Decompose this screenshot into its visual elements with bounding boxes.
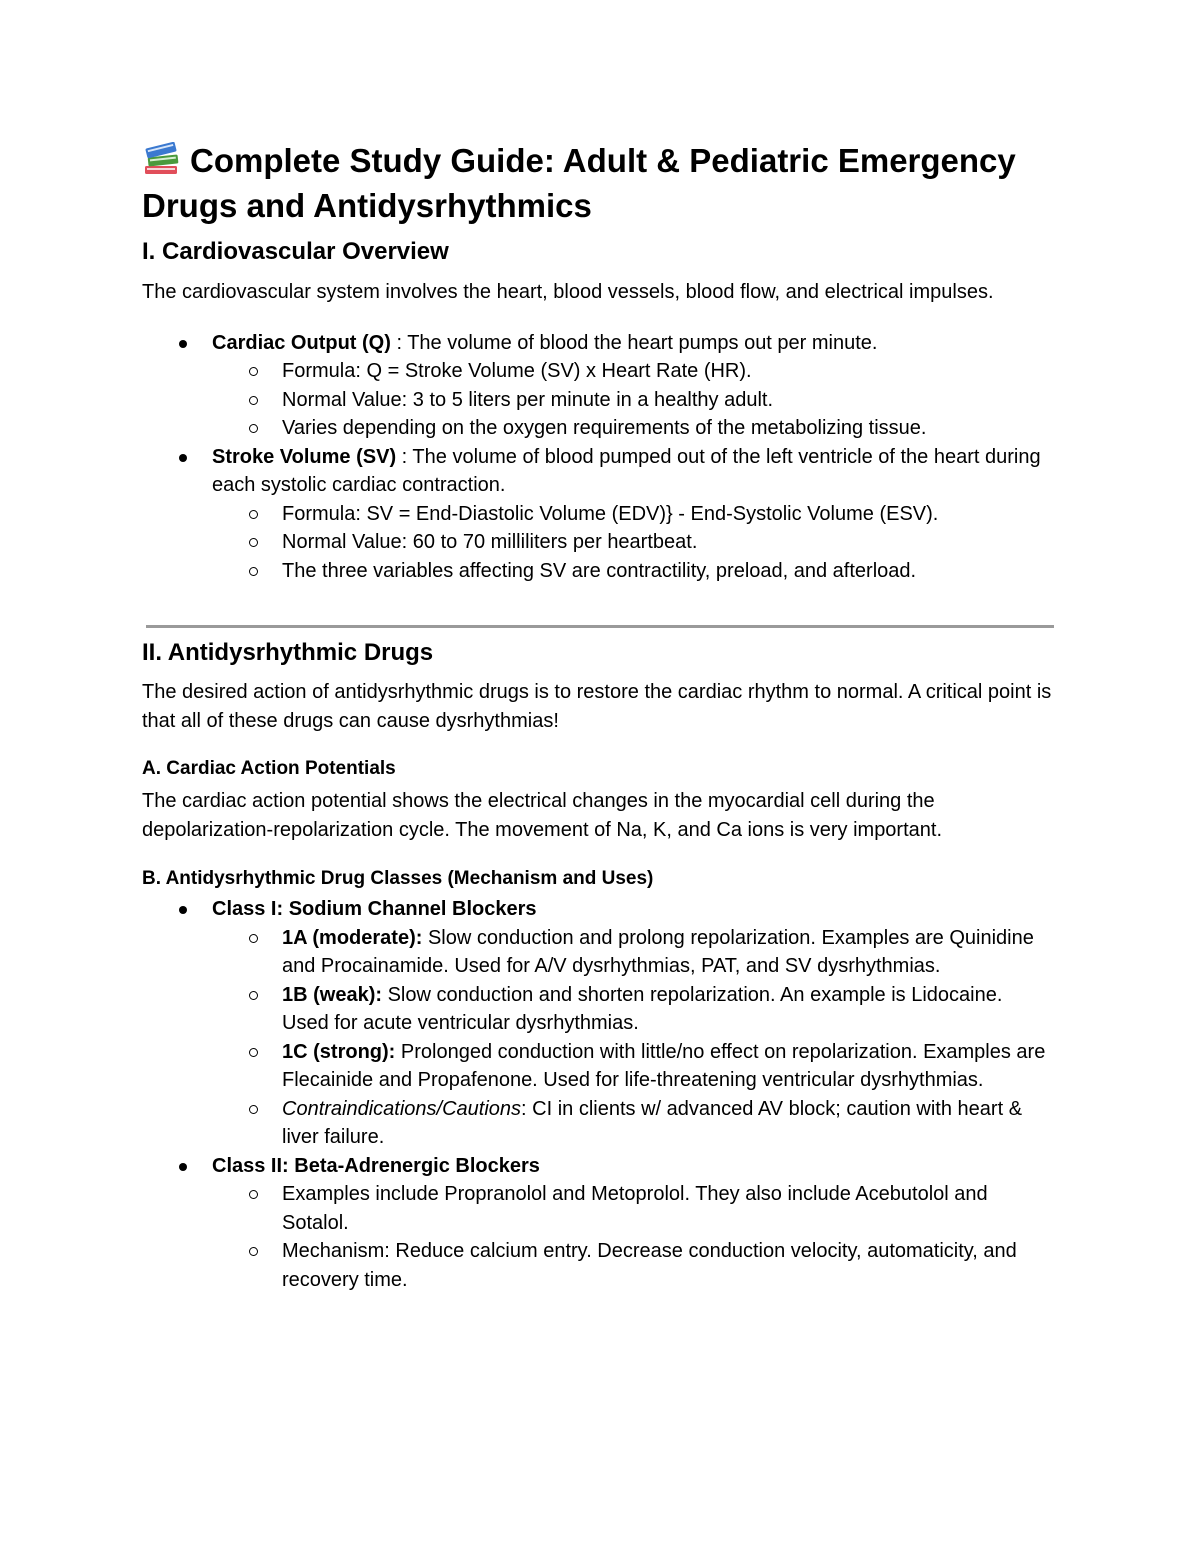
list-item-text: Normal Value: 3 to 5 liters per minute in a healthy adult. <box>282 388 773 411</box>
definition-cardiac-output: : The volume of blood the heart pumps out per minute. <box>390 331 878 354</box>
bullet-icon <box>179 340 187 348</box>
circle-bullet-icon <box>249 1048 258 1057</box>
circle-bullet-icon <box>249 1190 258 1199</box>
term-stroke-volume: Stroke Volume (SV) <box>212 445 397 468</box>
list-item <box>142 1152 1052 1295</box>
list-item <box>142 443 1062 586</box>
list-item <box>142 1038 1052 1095</box>
section-heading-cardiovascular: I. Cardiovascular Overview <box>142 238 449 265</box>
list-item <box>142 1095 1052 1152</box>
bullet-icon <box>179 1163 187 1171</box>
subsection-heading-drug-classes: B. Antidysrhythmic Drug Classes (Mechanism and Uses) <box>142 868 654 889</box>
section-intro-antidysrhythmic: The desired action of antidysrhythmic drugs is to restore the cardiac rhythm to normal. A critical point is that all of these drugs can cause dysrhythmias! <box>142 681 1052 732</box>
section-heading-antidysrhythmic: II. Antidysrhythmic Drugs <box>142 639 434 666</box>
subsection-heading-action-potentials: A. Cardiac Action Potentials <box>142 758 396 779</box>
circle-bullet-icon <box>249 934 258 943</box>
circle-bullet-icon <box>249 510 258 519</box>
list-item-text: Slow conduction and shorten repolarization. An example is Lidocaine. Used for acute ventricular dysrhythmias. <box>282 983 1003 1034</box>
circle-bullet-icon <box>249 367 258 376</box>
circle-bullet-icon <box>249 396 258 405</box>
class-2-label: Class II: Beta-Adrenergic Blockers <box>212 1154 540 1177</box>
list-item-text: Examples include Propranolol and Metoprolol. They also include Acebutolol and Sotalol. <box>282 1183 988 1234</box>
list-item-text: Prolonged conduction with little/no effect on repolarization. Examples are Flecainide and Propafenone. Used for life-threatening ventricular dysrhythmias. <box>282 1040 1046 1091</box>
list-item-term: 1A (moderate): <box>282 926 423 949</box>
list-item-text: Varies depending on the oxygen requirements of the metabolizing tissue. <box>282 417 927 439</box>
list-item-text: Normal Value: 60 to 70 milliliters per heartbeat. <box>282 531 698 553</box>
list-item <box>142 500 1062 529</box>
list-item <box>142 557 1062 586</box>
list-item-term: 1C (strong): <box>282 1040 396 1063</box>
definition-stroke-volume: : The volume of blood pumped out of the left ventricle of the heart during each systolic cardiac contraction. <box>212 445 1041 496</box>
sublist <box>212 500 1062 586</box>
circle-bullet-icon <box>249 1105 258 1114</box>
circle-bullet-icon <box>249 538 258 547</box>
list-item <box>142 528 1062 557</box>
bullet-icon <box>179 906 187 914</box>
circle-bullet-icon <box>249 991 258 1000</box>
list-item-term: 1B (weak): <box>282 983 383 1006</box>
sublist <box>212 924 1052 1152</box>
list-item <box>142 895 1052 1152</box>
sublist <box>212 357 1062 443</box>
list-item <box>142 1180 1052 1237</box>
list-item <box>142 386 1062 415</box>
circle-bullet-icon <box>249 1247 258 1256</box>
circle-bullet-icon <box>249 567 258 576</box>
list-item <box>142 329 1062 443</box>
circle-bullet-icon <box>249 424 258 433</box>
bullet-icon <box>179 454 187 462</box>
list-item <box>142 357 1062 386</box>
list-item-text: Formula: SV = End-Diastolic Volume (EDV)} - End-Systolic Volume (ESV). <box>282 502 939 525</box>
list-item <box>142 981 1052 1038</box>
term-cardiac-output: Cardiac Output (Q) <box>212 331 391 354</box>
list-item-text: Formula: Q = Stroke Volume (SV) x Heart Rate (HR). <box>282 360 752 382</box>
list-item <box>142 414 1062 443</box>
drug-classes-list <box>142 895 1052 1294</box>
document-title <box>142 138 1062 228</box>
list-item-text: The three variables affecting SV are contractility, preload, and afterload. <box>282 559 917 582</box>
section-intro-cardiovascular: The cardiovascular system involves the heart, blood vessels, blood flow, and electrical impulses. <box>142 281 994 303</box>
list-item-text: : CI in clients w/ advanced AV block; caution with heart & liver failure. <box>282 1097 1023 1148</box>
title-line-1: Complete Study Guide: Adult & Pediatric Emergency <box>190 142 1016 179</box>
books-icon <box>142 142 182 176</box>
list-item <box>142 924 1052 981</box>
subsection-text-action-potentials: The cardiac action potential shows the electrical changes in the myocardial cell during the depolarization-repolarization cycle. The movement of Na, K, and Ca ions is very important. <box>142 790 943 841</box>
title-line-2: Drugs and Antidysrhythmics <box>142 187 592 224</box>
list-item-text: Mechanism: Reduce calcium entry. Decrease conduction velocity, automaticity, and recovery time. <box>282 1240 1017 1291</box>
list-item <box>142 1237 1052 1294</box>
class-1-label: Class I: Sodium Channel Blockers <box>212 898 537 920</box>
document-page <box>142 138 1062 1294</box>
cardiovascular-list <box>142 329 1062 586</box>
list-item-text: Slow conduction and prolong repolarization. Examples are Quinidine and Procainamide. Used for A/V dysrhythmias, PAT, and SV dysrhythmias. <box>282 926 1034 977</box>
list-item-term: Contraindications/Cautions <box>282 1097 522 1120</box>
sublist <box>212 1180 1052 1294</box>
